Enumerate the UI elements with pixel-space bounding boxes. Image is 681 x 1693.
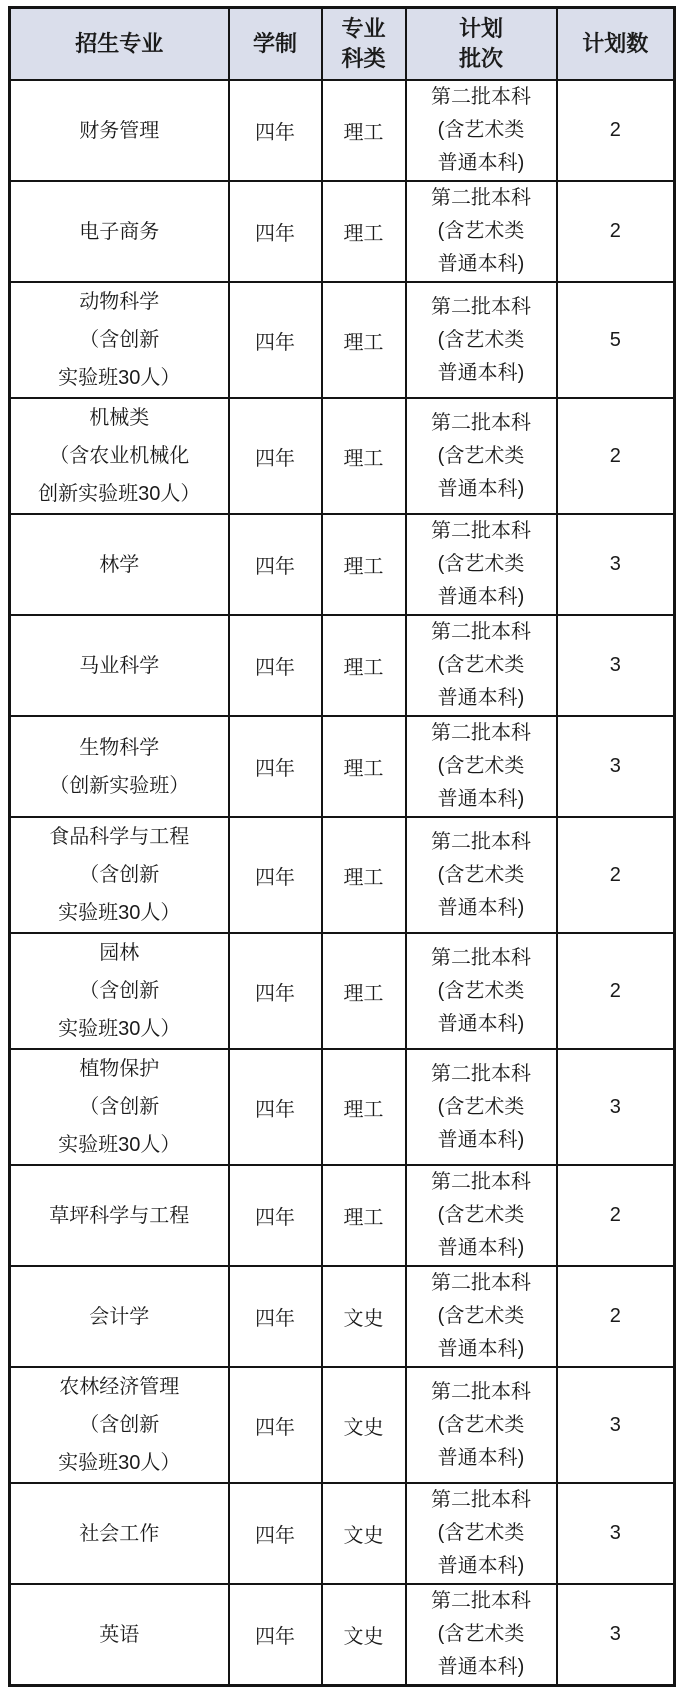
batch-line: 第二批本科 <box>431 1062 531 1085</box>
cell-batch <box>406 817 557 933</box>
batch-line: 普通本科) <box>437 152 525 174</box>
column-header-category <box>322 8 406 81</box>
cell-duration: 四年 <box>229 1049 322 1165</box>
major-name-line: 会计学 <box>89 1305 150 1328</box>
major-name-line: 草坪科学与工程 <box>49 1204 190 1227</box>
major-name-line: （含创新 <box>79 329 160 351</box>
column-header-label: 计划 <box>458 16 503 41</box>
batch-line: 第二批本科 <box>431 830 531 853</box>
cell-batch <box>406 1049 557 1165</box>
cell-batch <box>406 1483 557 1584</box>
batch-line: (含艺术类 <box>437 553 525 575</box>
major-name-line: （创新实验班） <box>49 774 190 797</box>
column-header-major <box>10 8 229 81</box>
cell-duration: 四年 <box>229 1266 322 1367</box>
cell-category: 理工 <box>322 181 406 282</box>
column-header-label: 招生专业 <box>75 31 164 56</box>
table-row <box>10 514 675 615</box>
cell-duration: 四年 <box>229 181 322 282</box>
table-header <box>10 8 675 81</box>
batch-line: 普通本科) <box>437 896 525 919</box>
cell-duration: 四年 <box>229 80 322 181</box>
major-name-line: 实验班30人） <box>58 367 181 389</box>
batch-line: 普通本科) <box>437 1338 525 1360</box>
cell-duration: 四年 <box>229 282 322 398</box>
cell-batch <box>406 1584 557 1686</box>
cell-count: 3 <box>557 514 675 615</box>
cell-count: 3 <box>557 615 675 716</box>
table-row <box>10 1049 675 1165</box>
batch-line: 普通本科) <box>437 253 525 275</box>
cell-category: 理工 <box>322 933 406 1049</box>
cell-major <box>10 1367 229 1483</box>
cell-duration: 四年 <box>229 716 322 817</box>
major-name-line: 林学 <box>99 553 140 576</box>
cell-major <box>10 1049 229 1165</box>
major-name-line: 食品科学与工程 <box>49 826 190 848</box>
cell-duration: 四年 <box>229 1367 322 1483</box>
batch-line: (含艺术类 <box>437 119 525 141</box>
major-name-line: （含创新 <box>79 1096 160 1118</box>
major-name-line: 马业科学 <box>79 654 160 677</box>
cell-major <box>10 615 229 716</box>
batch-line: (含艺术类 <box>437 863 525 886</box>
batch-line: 普通本科) <box>437 1237 525 1259</box>
batch-line: (含艺术类 <box>437 654 525 676</box>
batch-line: 第二批本科 <box>431 1489 531 1511</box>
batch-line: (含艺术类 <box>437 1095 525 1118</box>
batch-line: 第二批本科 <box>431 520 531 542</box>
cell-category: 理工 <box>322 716 406 817</box>
batch-line: 普通本科) <box>437 477 525 500</box>
batch-line: 第二批本科 <box>431 1171 531 1193</box>
cell-batch <box>406 716 557 817</box>
major-name-line: （含创新 <box>79 864 160 886</box>
cell-category: 理工 <box>322 1049 406 1165</box>
cell-major <box>10 1584 229 1686</box>
major-name-line: 生物科学 <box>79 736 160 759</box>
table-row <box>10 615 675 716</box>
batch-line: (含艺术类 <box>437 328 525 351</box>
batch-line: (含艺术类 <box>437 1413 525 1436</box>
major-name-line: 社会工作 <box>79 1522 160 1545</box>
batch-line: 普通本科) <box>437 1555 525 1577</box>
major-name-line: 英语 <box>99 1623 140 1646</box>
cell-count: 2 <box>557 933 675 1049</box>
table-row <box>10 398 675 514</box>
batch-line: (含艺术类 <box>437 1623 525 1645</box>
cell-batch <box>406 1165 557 1266</box>
cell-category: 文史 <box>322 1266 406 1367</box>
cell-major <box>10 716 229 817</box>
batch-line: (含艺术类 <box>437 1522 525 1544</box>
table-row <box>10 817 675 933</box>
table-row <box>10 1584 675 1686</box>
cell-category: 文史 <box>322 1584 406 1686</box>
cell-count: 2 <box>557 398 675 514</box>
batch-line: (含艺术类 <box>437 979 525 1002</box>
cell-count: 2 <box>557 817 675 933</box>
column-header-batch <box>406 8 557 81</box>
major-name-line: （含创新 <box>79 980 160 1002</box>
cell-count: 2 <box>557 1165 675 1266</box>
cell-major <box>10 1165 229 1266</box>
cell-batch <box>406 282 557 398</box>
cell-category: 理工 <box>322 398 406 514</box>
cell-count: 3 <box>557 1367 675 1483</box>
table-row <box>10 80 675 181</box>
cell-count: 3 <box>557 1049 675 1165</box>
cell-category: 理工 <box>322 514 406 615</box>
table-row <box>10 716 675 817</box>
column-header-count <box>557 8 675 81</box>
major-name-line: 实验班30人） <box>58 1134 181 1156</box>
batch-line: 第二批本科 <box>431 946 531 969</box>
cell-major <box>10 181 229 282</box>
column-header-label: 计划数 <box>582 31 649 56</box>
cell-category: 理工 <box>322 615 406 716</box>
cell-major <box>10 398 229 514</box>
cell-major <box>10 1483 229 1584</box>
cell-category: 理工 <box>322 817 406 933</box>
column-header-label: 学制 <box>252 31 297 56</box>
cell-batch <box>406 181 557 282</box>
batch-line: 普通本科) <box>437 1446 525 1469</box>
cell-batch <box>406 615 557 716</box>
header-row <box>10 8 675 81</box>
major-name-line: 实验班30人） <box>58 1018 181 1040</box>
table-row <box>10 1367 675 1483</box>
cell-major <box>10 1266 229 1367</box>
table-row <box>10 1165 675 1266</box>
batch-line: 普通本科) <box>437 361 525 384</box>
cell-major <box>10 817 229 933</box>
cell-major <box>10 514 229 615</box>
cell-batch <box>406 80 557 181</box>
cell-count: 2 <box>557 80 675 181</box>
cell-batch <box>406 1266 557 1367</box>
enrollment-plan-table <box>8 6 676 1687</box>
batch-line: 第二批本科 <box>431 187 531 209</box>
cell-duration: 四年 <box>229 398 322 514</box>
cell-count: 3 <box>557 716 675 817</box>
major-name-line: 实验班30人） <box>58 1452 181 1474</box>
batch-line: 第二批本科 <box>431 86 531 108</box>
batch-line: 第二批本科 <box>431 411 531 434</box>
batch-line: 普通本科) <box>437 788 525 810</box>
major-name-line: 植物保护 <box>79 1058 160 1080</box>
column-header-label: 专业 <box>341 16 386 41</box>
cell-category: 理工 <box>322 80 406 181</box>
major-name-line: 机械类 <box>89 407 150 429</box>
major-name-line: 园林 <box>99 942 140 964</box>
batch-line: (含艺术类 <box>437 755 525 777</box>
batch-line: (含艺术类 <box>437 444 525 467</box>
table-row <box>10 1483 675 1584</box>
batch-line: 普通本科) <box>437 1012 525 1035</box>
major-name-line: 实验班30人） <box>58 902 181 924</box>
cell-duration: 四年 <box>229 615 322 716</box>
major-name-line: 动物科学 <box>79 291 160 313</box>
batch-line: 普通本科) <box>437 1656 525 1678</box>
cell-duration: 四年 <box>229 817 322 933</box>
table-row <box>10 933 675 1049</box>
batch-line: 第二批本科 <box>431 1590 531 1612</box>
cell-duration: 四年 <box>229 1483 322 1584</box>
cell-duration: 四年 <box>229 1584 322 1686</box>
table-row <box>10 1266 675 1367</box>
cell-count: 3 <box>557 1483 675 1584</box>
major-name-line: 电子商务 <box>79 220 160 243</box>
major-name-line: 财务管理 <box>79 119 160 142</box>
column-header-label: 科类 <box>341 46 386 71</box>
batch-line: (含艺术类 <box>437 1204 525 1226</box>
batch-line: 普通本科) <box>437 586 525 608</box>
major-name-line: 创新实验班30人） <box>38 483 201 505</box>
column-header-label: 批次 <box>458 46 503 71</box>
batch-line: (含艺术类 <box>437 220 525 242</box>
batch-line: 普通本科) <box>437 1128 525 1151</box>
cell-category: 理工 <box>322 1165 406 1266</box>
batch-line: (含艺术类 <box>437 1305 525 1327</box>
cell-batch <box>406 1367 557 1483</box>
cell-major <box>10 282 229 398</box>
cell-major <box>10 933 229 1049</box>
batch-line: 普通本科) <box>437 687 525 709</box>
cell-duration: 四年 <box>229 1165 322 1266</box>
cell-count: 3 <box>557 1584 675 1686</box>
batch-line: 第二批本科 <box>431 295 531 318</box>
cell-count: 5 <box>557 282 675 398</box>
cell-count: 2 <box>557 1266 675 1367</box>
batch-line: 第二批本科 <box>431 722 531 744</box>
cell-major <box>10 80 229 181</box>
cell-category: 文史 <box>322 1367 406 1483</box>
cell-duration: 四年 <box>229 514 322 615</box>
cell-duration: 四年 <box>229 933 322 1049</box>
cell-batch <box>406 398 557 514</box>
table-row <box>10 282 675 398</box>
cell-category: 文史 <box>322 1483 406 1584</box>
batch-line: 第二批本科 <box>431 621 531 643</box>
cell-batch <box>406 933 557 1049</box>
column-header-duration <box>229 8 322 81</box>
major-name-line: （含农业机械化 <box>49 445 190 467</box>
cell-batch <box>406 514 557 615</box>
batch-line: 第二批本科 <box>431 1272 531 1294</box>
table-row <box>10 181 675 282</box>
major-name-line: 农林经济管理 <box>59 1376 180 1398</box>
major-name-line: （含创新 <box>79 1414 160 1436</box>
batch-line: 第二批本科 <box>431 1380 531 1403</box>
cell-category: 理工 <box>322 282 406 398</box>
cell-count: 2 <box>557 181 675 282</box>
table-body <box>10 80 675 1686</box>
